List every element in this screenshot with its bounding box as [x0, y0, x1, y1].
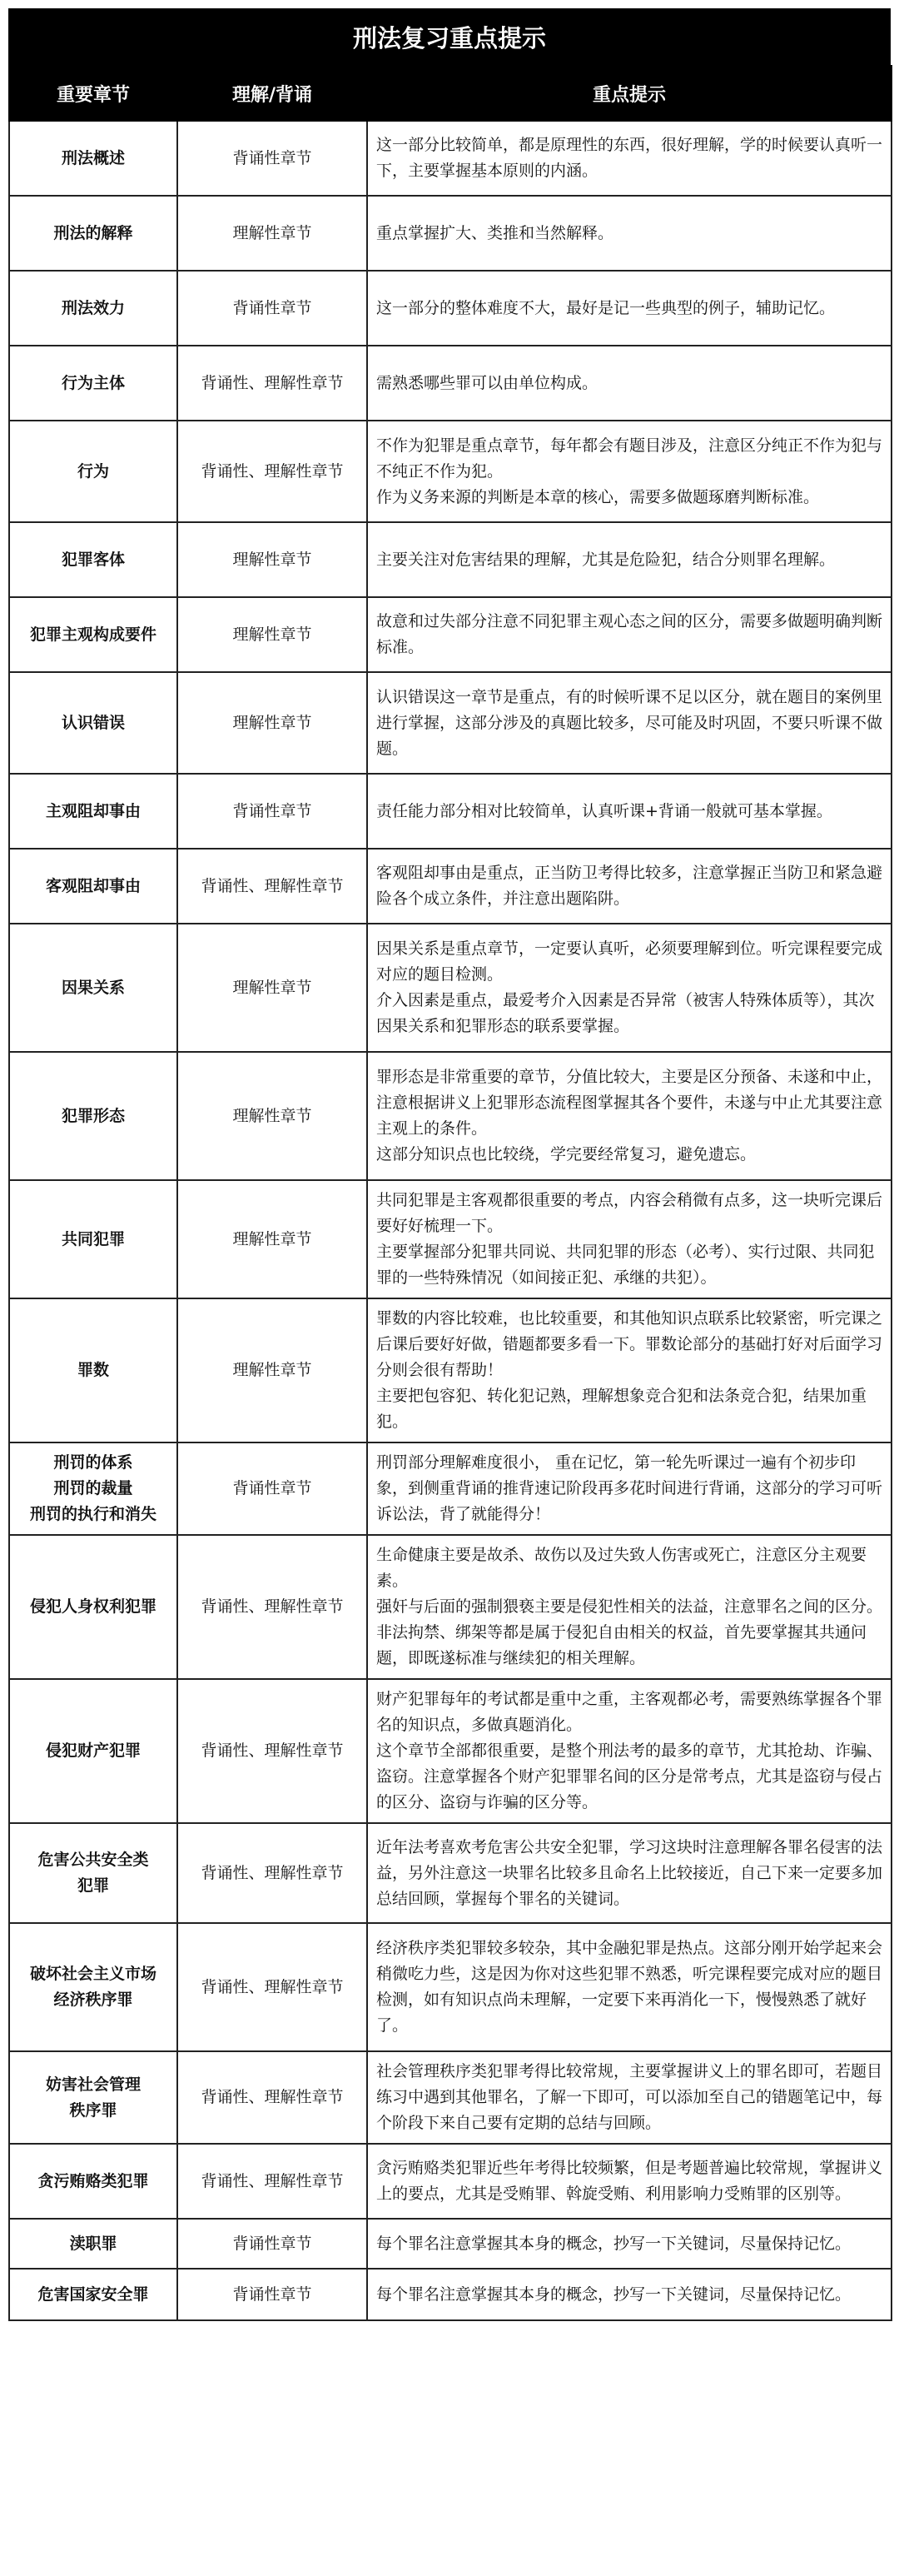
- key-tip-paragraph: 主要掌握部分犯罪共同说、共同犯罪的形态（必考）、实行过限、共同犯罪的一些特殊情况（如间接正犯、承继的共犯）。: [376, 1243, 875, 1287]
- table-row: [9, 1052, 892, 1180]
- chapter-name-line: 经济秩序罪: [53, 1991, 133, 2009]
- chapter-name: [9, 1679, 177, 1823]
- chapter-name: [9, 1535, 177, 1679]
- chapter-name-line: 贪污贿赂类犯罪: [37, 2171, 149, 2190]
- study-type: 理解性章节: [177, 522, 367, 597]
- chapter-name-line: 刑罚的执行和消失: [29, 1505, 156, 1523]
- chapter-name: [9, 2144, 177, 2219]
- table-row: [9, 1442, 892, 1535]
- key-tip-paragraph: 主要把包容犯、转化犯记熟，理解想象竞合犯和法条竞合犯，结果加重犯。: [376, 1387, 867, 1431]
- chapter-name-line: 犯罪客体: [61, 550, 125, 569]
- header-type: 理解/背诵: [177, 66, 367, 121]
- chapter-name: [9, 849, 177, 924]
- table-row: [9, 121, 892, 196]
- key-tip: [367, 924, 892, 1052]
- key-tip-paragraph: 罪数的内容比较难，也比较重要，和其他知识点联系比较紧密，听完课之后课后要好好做，错题都要多看一下。罪数论部分的基础打好对后面学习分则会很有帮助！: [376, 1309, 883, 1379]
- table-row: [9, 522, 892, 597]
- chapter-name: [9, 271, 177, 346]
- chapter-name-line: 行为: [77, 461, 109, 481]
- key-tip-paragraph: 非法拘禁、绑架等都是属于侵犯自由相关的权益，首先要掌握其共通问题，即既遂标准与继续犯的相关理解。: [376, 1623, 867, 1667]
- study-type: 背诵性、理解性章节: [177, 1823, 367, 1923]
- key-tip-paragraph: 主要关注对危害结果的理解，尤其是危险犯，结合分则罪名理解。: [376, 550, 836, 569]
- chapter-name: [9, 924, 177, 1052]
- chapter-name-line: 刑罚的裁量: [53, 1479, 133, 1497]
- key-tip: [367, 1535, 892, 1679]
- study-type: 背诵性、理解性章节: [177, 1923, 367, 2051]
- study-type: 背诵性章节: [177, 121, 367, 196]
- table-row: [9, 346, 892, 421]
- key-tip: [367, 421, 892, 522]
- chapter-name: [9, 597, 177, 672]
- study-type: 背诵性章节: [177, 774, 367, 849]
- study-type: 背诵性章节: [177, 2219, 367, 2269]
- chapter-name-line: 犯罪主观构成要件: [29, 625, 156, 644]
- key-tip: [367, 597, 892, 672]
- table-row: [9, 1298, 892, 1442]
- study-type: 背诵性、理解性章节: [177, 1679, 367, 1823]
- chapter-name: [9, 1298, 177, 1442]
- chapter-name: [9, 1923, 177, 2051]
- chapter-name: [9, 196, 177, 271]
- key-tip: [367, 2051, 892, 2144]
- table-header-row: [9, 66, 892, 121]
- study-type: 背诵性章节: [177, 1442, 367, 1535]
- key-tip-paragraph: 贪污贿赂类犯罪近些年考得比较频繁，但是考题普遍比较常规，掌握讲义上的要点，尤其是受贿罪、斡旋受贿、利用影响力受贿罪的区别等。: [376, 2159, 883, 2203]
- table-row: [9, 1535, 892, 1679]
- page-title: 刑法复习重点提示: [8, 8, 891, 65]
- chapter-name: [9, 2051, 177, 2144]
- key-tip-paragraph: 重点掌握扩大、类推和当然解释。: [376, 223, 614, 242]
- table-row: [9, 2219, 892, 2269]
- chapter-name-line: 破坏社会主义市场: [29, 1965, 156, 1983]
- study-type: 背诵性、理解性章节: [177, 849, 367, 924]
- chapter-name-line: 侵犯财产犯罪: [45, 1741, 141, 1760]
- table-row: [9, 1679, 892, 1823]
- table-row: [9, 196, 892, 271]
- key-tip-paragraph: 这部分知识点也比较绕，学完要经常复习，避免遗忘。: [376, 1145, 757, 1163]
- chapter-name-line: 共同犯罪: [61, 1229, 125, 1248]
- chapter-name-line: 秩序罪: [69, 2100, 117, 2120]
- chapter-name-line: 侵犯人身权利犯罪: [29, 1597, 156, 1616]
- chapter-name: [9, 1180, 177, 1298]
- key-tip-paragraph: 共同犯罪是主客观都很重要的考点，内容会稍微有点多，这一块听完课后要好好梳理一下。: [376, 1191, 883, 1235]
- study-type: 理解性章节: [177, 597, 367, 672]
- key-tip: [367, 2144, 892, 2219]
- table-row: [9, 849, 892, 924]
- study-type: 理解性章节: [177, 1298, 367, 1442]
- key-tip-paragraph: 每个罪名注意掌握其本身的概念，抄写一下关键词，尽量保持记忆。: [376, 2285, 852, 2304]
- table-row: [9, 774, 892, 849]
- key-tip-paragraph: 每个罪名注意掌握其本身的概念，抄写一下关键词，尽量保持记忆。: [376, 2234, 852, 2253]
- chapter-name-line: 刑罚的体系: [53, 1453, 133, 1472]
- key-tip: [367, 1298, 892, 1442]
- table-body: [9, 121, 892, 2320]
- chapter-name: [9, 121, 177, 196]
- table-row: [9, 2144, 892, 2219]
- study-type: 理解性章节: [177, 1180, 367, 1298]
- table-row: [9, 2051, 892, 2144]
- chapter-name-line: 渎职罪: [69, 2234, 117, 2253]
- study-type: 背诵性、理解性章节: [177, 346, 367, 421]
- chapter-name: [9, 2269, 177, 2320]
- key-tip: [367, 1052, 892, 1180]
- key-tip-paragraph: 强奸与后面的强制猥亵主要是侵犯性相关的法益，注意罪名之间的区分。: [376, 1597, 883, 1616]
- chapter-name: [9, 421, 177, 522]
- chapter-name: [9, 522, 177, 597]
- study-type: 理解性章节: [177, 1052, 367, 1180]
- key-tip-paragraph: 经济秩序类犯罪较多较杂，其中金融犯罪是热点。这部分刚开始学起来会稍微吃力些，这是因为你对这些犯罪不熟悉，听完课程要完成对应的题目检测，如有知识点尚未理解，一定要下来再消化一下，慢慢熟悉了就好了。: [376, 1939, 883, 2035]
- chapter-name-line: 行为主体: [61, 373, 125, 392]
- chapter-name-line: 因果关系: [61, 978, 125, 997]
- key-tip-paragraph: 生命健康主要是故杀、故伤以及过失致人伤害或死亡，注意区分主观要素。: [376, 1546, 867, 1590]
- key-tip-paragraph: 需熟悉哪些罪可以由单位构成。: [376, 373, 599, 392]
- study-type: 理解性章节: [177, 924, 367, 1052]
- chapter-name-line: 刑法效力: [61, 298, 125, 317]
- key-tip: [367, 522, 892, 597]
- study-type: 背诵性、理解性章节: [177, 421, 367, 522]
- key-tip: [367, 774, 892, 849]
- chapter-name-line: 刑法概述: [61, 148, 125, 167]
- page: [8, 8, 891, 2321]
- chapter-name-line: 危害国家安全罪: [37, 2285, 149, 2304]
- table-row: [9, 1923, 892, 2051]
- chapter-name: [9, 672, 177, 774]
- key-tip: [367, 849, 892, 924]
- chapter-name-line: 刑法的解释: [53, 223, 133, 242]
- key-tip: [367, 1679, 892, 1823]
- key-tip-paragraph: 刑罚部分理解难度很小， 重在记忆，第一轮先听课过一遍有个初步印象，到侧重背诵的推背速记阶段再多花时间进行背诵，这部分的学习可听诉讼法，背了就能得分！: [376, 1453, 883, 1523]
- chapter-name-line: 客观阻却事由: [45, 876, 141, 895]
- key-tip-paragraph: 这一部分比较简单，都是原理性的东西，很好理解，学的时候要认真听一下，主要掌握基本原则的内涵。: [376, 136, 883, 180]
- chapter-name: [9, 1052, 177, 1180]
- header-tips: 重点提示: [367, 66, 892, 121]
- key-tip-paragraph: 这个章节全部都很重要，是整个刑法考的最多的章节，尤其抢劫、诈骗、盗窃。注意掌握各个财产犯罪罪名间的区分是常考点，尤其是盗窃与侵占的区分、盗窃与诈骗的区分等。: [376, 1741, 883, 1811]
- chapter-name-line: 犯罪: [77, 1876, 109, 1895]
- key-tip-paragraph: 客观阻却事由是重点，正当防卫考得比较多，注意掌握正当防卫和紧急避险各个成立条件，并注意出题陷阱。: [376, 864, 883, 908]
- key-tip-paragraph: 因果关系是重点章节，一定要认真听，必须要理解到位。听完课程要完成对应的题目检测。: [376, 939, 883, 984]
- key-tip: [367, 196, 892, 271]
- key-tip-paragraph: 认识错误这一章节是重点，有的时候听课不足以区分，就在题目的案例里进行掌握，这部分涉及的真题比较多，尽可能及时巩固，不要只听课不做题。: [376, 687, 883, 758]
- chapter-name: [9, 2219, 177, 2269]
- key-tip: [367, 672, 892, 774]
- study-type: 背诵性章节: [177, 2269, 367, 2320]
- header-chapter: 重要章节: [9, 66, 177, 121]
- key-tip: [367, 1442, 892, 1535]
- study-type: 理解性章节: [177, 672, 367, 774]
- table-row: [9, 597, 892, 672]
- chapter-name-line: 罪数: [77, 1361, 109, 1379]
- table-row: [9, 421, 892, 522]
- chapter-name-line: 妨害社会管理: [45, 2075, 141, 2094]
- key-tip-paragraph: 社会管理秩序类犯罪考得比较常规，主要掌握讲义上的罪名即可，若题目练习中遇到其他罪名，了解一下即可，可以添加至自己的错题笔记中，每个阶段下来自己要有定期的总结与回顾。: [376, 2062, 883, 2132]
- key-tip: [367, 121, 892, 196]
- study-type: 理解性章节: [177, 196, 367, 271]
- chapter-name-line: 犯罪形态: [61, 1106, 125, 1125]
- key-points-table: [8, 65, 892, 2321]
- key-tip-paragraph: 近年法考喜欢考危害公共安全犯罪，学习这块时注意理解各罪名侵害的法益，另外注意这一块罪名比较多且命名上比较接近，自己下来一定要多加总结回顾，掌握每个罪名的关键词。: [376, 1837, 883, 1908]
- key-tip: [367, 2219, 892, 2269]
- key-tip-paragraph: 责任能力部分相对比较简单，认真听课+背诵一般就可基本掌握。: [376, 801, 832, 820]
- chapter-name: [9, 1442, 177, 1535]
- key-tip: [367, 346, 892, 421]
- chapter-name-line: 认识错误: [61, 713, 125, 732]
- table-row: [9, 271, 892, 346]
- key-tip-paragraph: 不作为犯罪是重点章节，每年都会有题目涉及，注意区分纯正不作为犯与不纯正不作为犯。: [376, 436, 883, 481]
- study-type: 背诵性、理解性章节: [177, 1535, 367, 1679]
- key-tip-paragraph: 故意和过失部分注意不同犯罪主观心态之间的区分，需要多做题明确判断标准。: [376, 612, 883, 656]
- key-tip-paragraph: 这一部分的整体难度不大，最好是记一些典型的例子，辅助记忆。: [376, 298, 836, 317]
- table-row: [9, 1180, 892, 1298]
- table-row: [9, 924, 892, 1052]
- chapter-name: [9, 774, 177, 849]
- key-tip: [367, 1923, 892, 2051]
- study-type: 背诵性、理解性章节: [177, 2051, 367, 2144]
- table-row: [9, 1823, 892, 1923]
- key-tip-paragraph: 作为义务来源的判断是本章的核心，需要多做题琢磨判断标准。: [376, 487, 820, 506]
- key-tip: [367, 1180, 892, 1298]
- chapter-name-line: 主观阻却事由: [45, 801, 141, 820]
- study-type: 背诵性、理解性章节: [177, 2144, 367, 2219]
- key-tip-paragraph: 介入因素是重点，最爱考介入因素是否异常（被害人特殊体质等），其次因果关系和犯罪形态的联系要掌握。: [376, 991, 875, 1035]
- chapter-name: [9, 346, 177, 421]
- key-tip-paragraph: 罪形态是非常重要的章节，分值比较大，主要是区分预备、未遂和中止，注意根据讲义上犯罪形态流程图掌握其各个要件，未遂与中止尤其要注意主观上的条件。: [376, 1068, 883, 1138]
- key-tip: [367, 2269, 892, 2320]
- key-tip: [367, 1823, 892, 1923]
- study-type: 背诵性章节: [177, 271, 367, 346]
- chapter-name-line: 危害公共安全类: [37, 1851, 149, 1869]
- chapter-name: [9, 1823, 177, 1923]
- key-tip: [367, 271, 892, 346]
- table-row: [9, 672, 892, 774]
- key-tip-paragraph: 财产犯罪每年的考试都是重中之重，主客观都必考，需要熟练掌握各个罪名的知识点，多做真题消化。: [376, 1690, 883, 1734]
- table-row: [9, 2269, 892, 2320]
